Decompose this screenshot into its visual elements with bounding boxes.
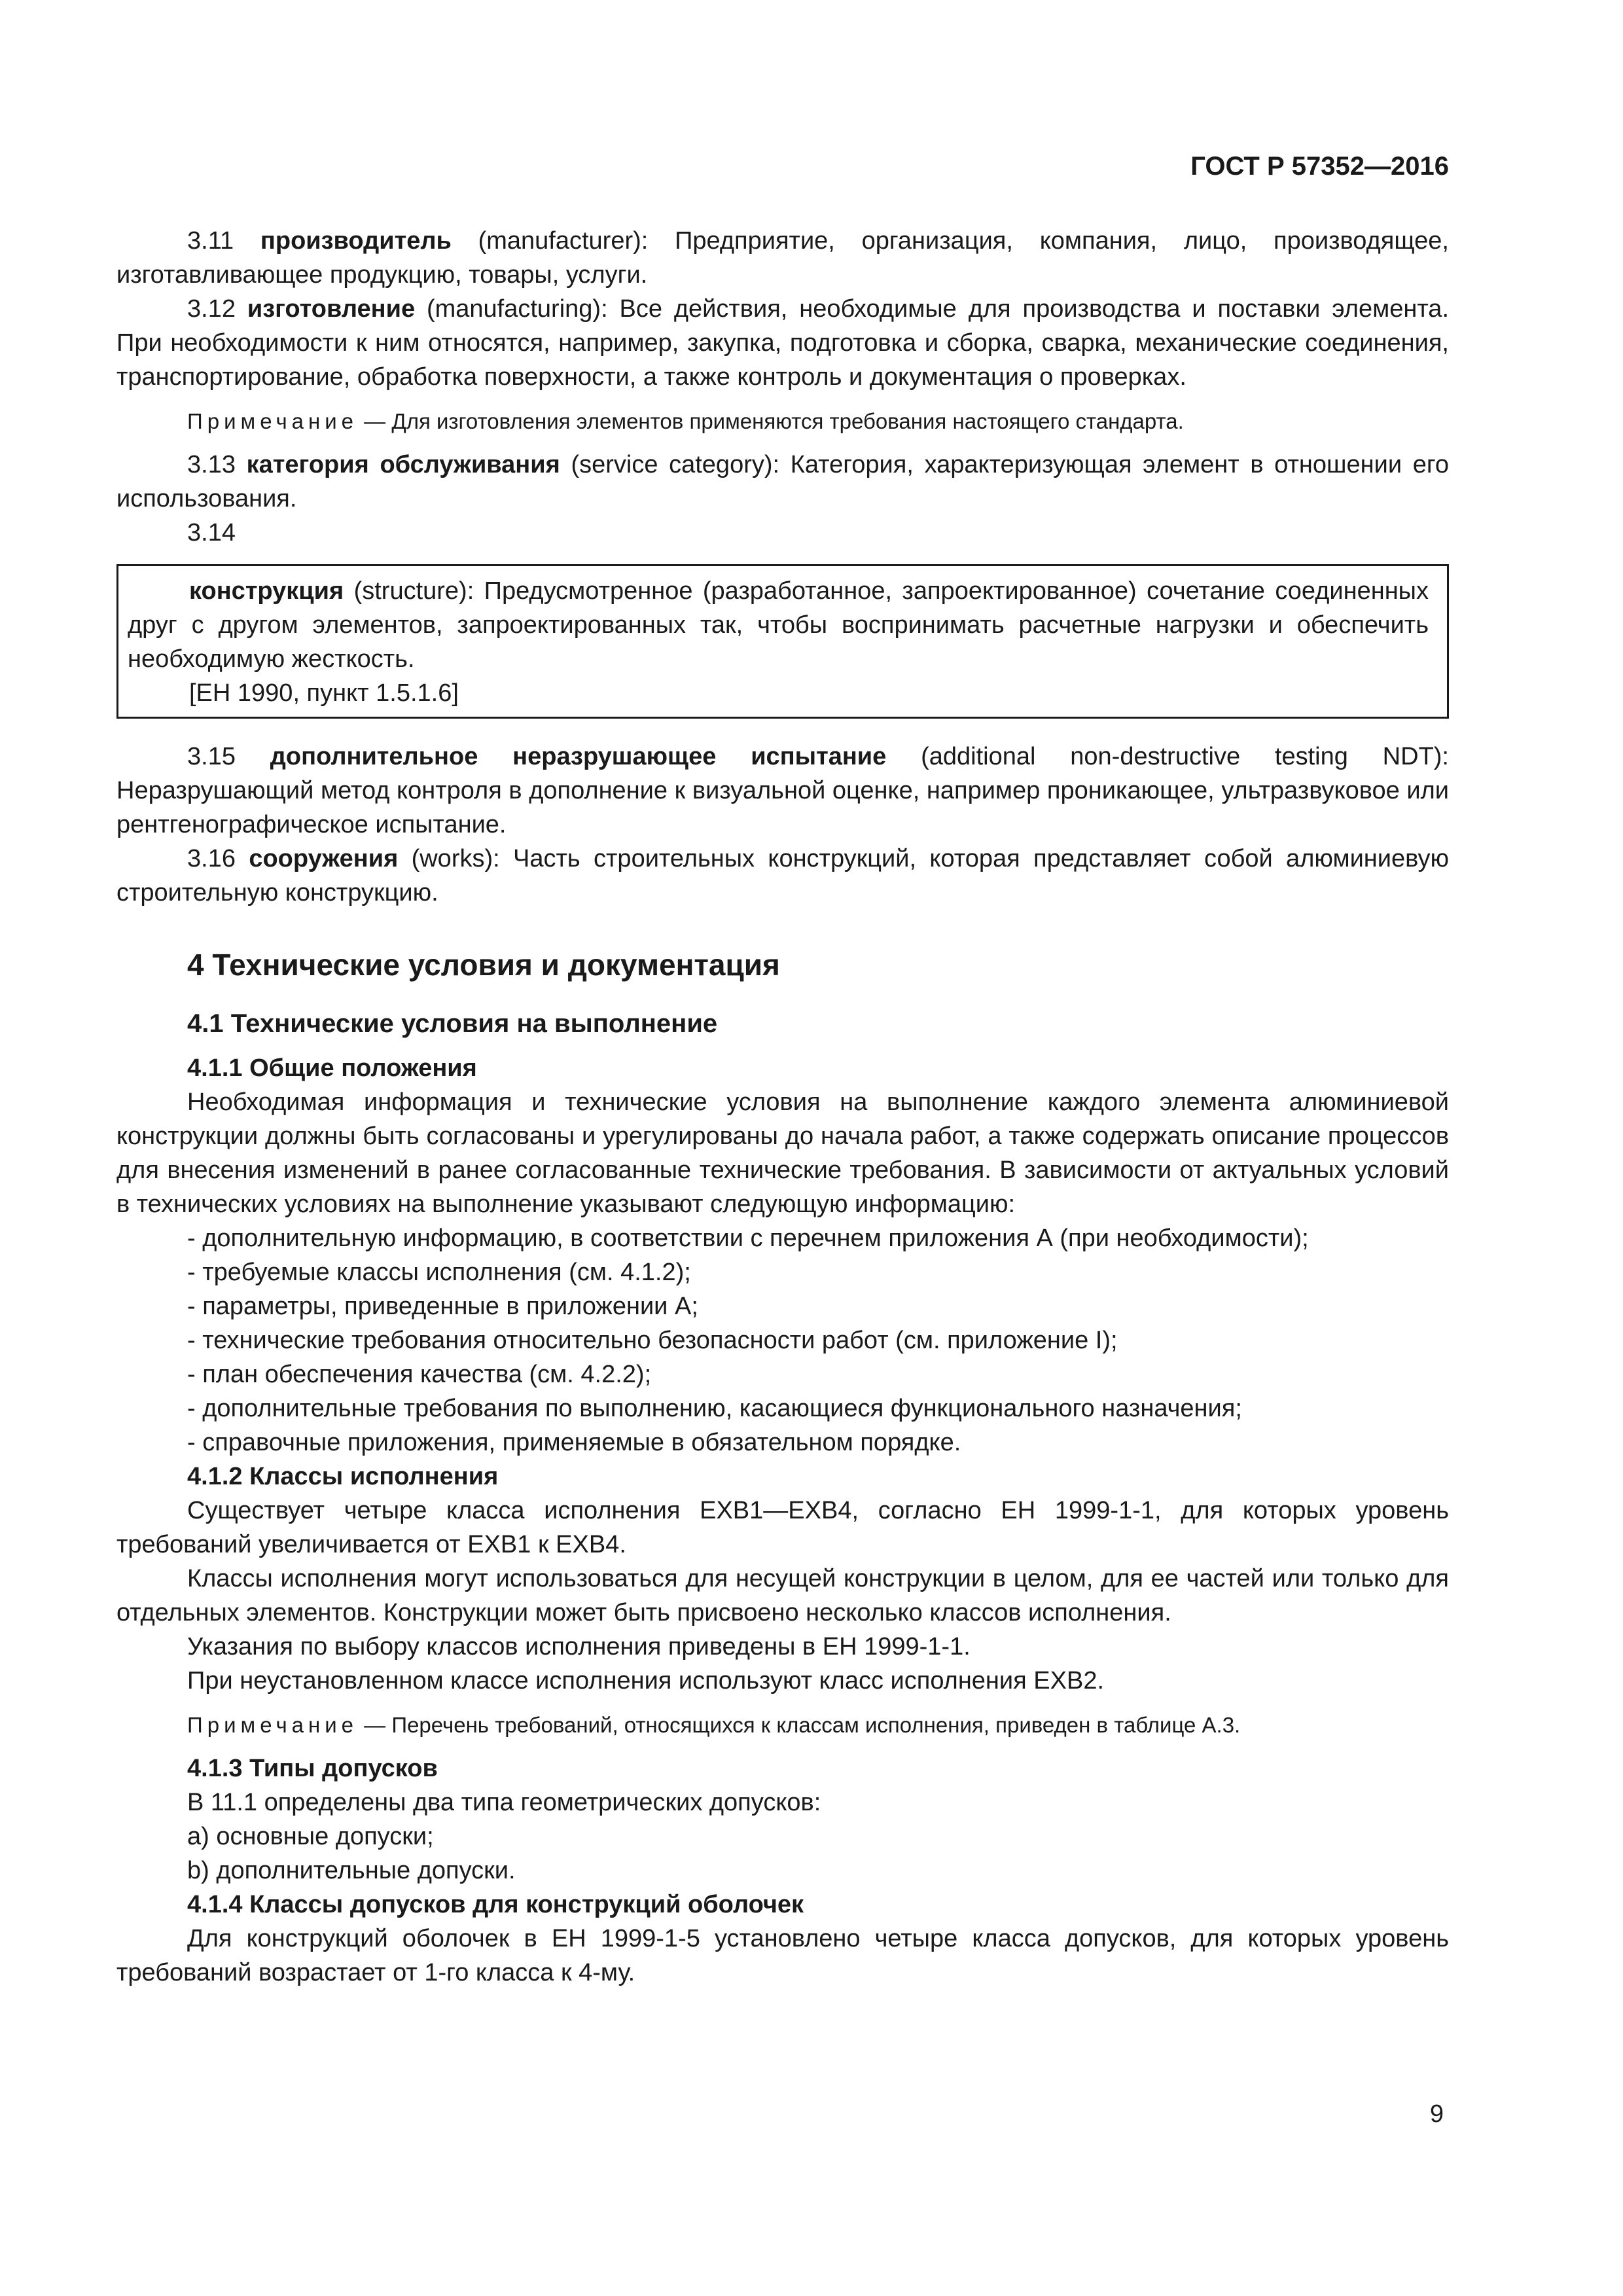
definition-source: [ЕН 1990, пункт 1.5.1.6] bbox=[189, 679, 459, 707]
term: дополнительное неразрушающее испытание bbox=[270, 743, 887, 770]
definition-text: (structure): Предусмотренное (разработанное, запроектированное) сочетание соединенных друг с другом элементов, запроектированных так, чтобы воспринимать расчетные нагрузки и обеспечить необходимую жесткость. bbox=[128, 577, 1429, 673]
paragraph: В 11.1 определены два типа геометрических допусков: bbox=[187, 1789, 821, 1816]
definition-box-3-14 bbox=[116, 564, 1449, 719]
definition-text: (service category): Категория, характеризующая элемент в отношении его использования. bbox=[116, 451, 1450, 512]
section-heading-4: 4 Технические условия и документация bbox=[187, 948, 780, 982]
clause-number: 3.13 bbox=[187, 451, 236, 478]
definition-3-12 bbox=[116, 292, 1449, 394]
definition-text: (manufacturer): Предприятие, организация, компания, лицо, производящее, изготавливающее продукцию, товары, услуги. bbox=[116, 227, 1449, 289]
note-text: — Перечень требований, относящихся к классам исполнения, приведен в таблице А.3. bbox=[358, 1713, 1241, 1737]
note-label: Примечание bbox=[187, 409, 359, 433]
definition-text: (manufacturing): Все действия, необходимые для производства и поставки элемента. При необходимости к ним относятся, например, закупка, подготовка и сборка, сварка, механические соединения, транспортирование, обработка поверхности, а также контроль и документация о проверках. bbox=[116, 295, 1449, 391]
note-execution-classes bbox=[116, 1710, 1449, 1741]
clause-number-3-14: 3.14 bbox=[187, 519, 236, 547]
definition-text: (works): Часть строительных конструкций, которая представляет собой алюминиевую строительную конструкцию. bbox=[116, 845, 1449, 906]
note-label: Примечание bbox=[187, 1713, 359, 1737]
term: категория обслуживания bbox=[246, 451, 560, 478]
definition-3-16 bbox=[116, 842, 1449, 910]
list-item: - дополнительную информацию, в соответствии с перечнем приложения А (при необходимости); bbox=[187, 1225, 1309, 1252]
page-number: 9 bbox=[1429, 2100, 1444, 2128]
list-item: - дополнительные требования по выполнению, касающиеся функционального назначения; bbox=[187, 1395, 1242, 1422]
subsection-heading-4-1-2: 4.1.2 Классы исполнения bbox=[187, 1463, 499, 1490]
clause-number: 3.16 bbox=[187, 845, 236, 872]
subsection-heading-4-1-1: 4.1.1 Общие положения bbox=[187, 1054, 477, 1082]
list-item: - параметры, приведенные в приложении А; bbox=[187, 1293, 698, 1320]
list-item: - план обеспечения качества (см. 4.2.2); bbox=[187, 1361, 652, 1388]
subsection-heading-4-1-3: 4.1.3 Типы допусков bbox=[187, 1755, 438, 1782]
term: конструкция bbox=[189, 577, 344, 605]
document-body bbox=[116, 224, 1449, 1990]
document-page bbox=[116, 0, 1449, 2296]
list-item: а) основные допуски; bbox=[187, 1823, 434, 1850]
definition-3-13 bbox=[116, 448, 1449, 516]
requirements-list bbox=[116, 1221, 1449, 1460]
note-text: — Для изготовления элементов применяются требования настоящего стандарта. bbox=[358, 409, 1184, 433]
note-manufacturing bbox=[116, 406, 1449, 437]
clause-number: 3.12 bbox=[187, 295, 236, 323]
document-header: ГОСТ Р 57352—2016 bbox=[1190, 152, 1449, 181]
paragraph: Указания по выбору классов исполнения приведены в ЕН 1999-1-1. bbox=[187, 1633, 971, 1660]
paragraph: Существует четыре класса исполнения ЕХВ1—ЕХВ4, согласно ЕН 1999-1-1, для которых уровень требований увеличивается от ЕХВ1 к ЕХВ4. bbox=[116, 1497, 1449, 1558]
list-item: - справочные приложения, применяемые в обязательном порядке. bbox=[187, 1429, 961, 1456]
term: изготовление bbox=[247, 295, 416, 323]
subsection-heading-4-1-4: 4.1.4 Классы допусков для конструкций оболочек bbox=[187, 1891, 804, 1918]
definition-text: (additional non-destructive testing NDT): Неразрушающий метод контроля в дополнение к визуальной оценке, например проникающее, ультразвуковое или рентгенографическое испытание. bbox=[116, 743, 1449, 838]
definition-3-15 bbox=[116, 740, 1449, 842]
paragraph-general: Необходимая информация и технические условия на выполнение каждого элемента алюминиевой конструкции должны быть согласованы и урегулированы до начала работ, а также содержать описание процессов для внесения изменений в ранее согласованные технические требования. В зависимости от актуальных условий в технических условиях на выполнение указывают следующую информацию: bbox=[116, 1088, 1449, 1218]
paragraph: Для конструкций оболочек в ЕН 1999-1-5 установлено четыре класса допусков, для которых уровень требований возрастает от 1-го класса к 4-му. bbox=[116, 1925, 1449, 1986]
subsection-heading-4-1: 4.1 Технические условия на выполнение bbox=[187, 1009, 718, 1038]
term: производитель bbox=[260, 227, 452, 255]
list-item: b) дополнительные допуски. bbox=[187, 1857, 516, 1884]
list-item: - требуемые классы исполнения (см. 4.1.2); bbox=[187, 1259, 691, 1286]
clause-number: 3.11 bbox=[187, 227, 234, 255]
clause-number: 3.15 bbox=[187, 743, 236, 770]
paragraph: Классы исполнения могут использоваться для несущей конструкции в целом, для ее частей или только для отдельных элементов. Конструкции может быть присвоено несколько классов исполнения. bbox=[116, 1565, 1449, 1626]
definition-3-14 bbox=[128, 574, 1429, 676]
paragraph: При неустановленном классе исполнения используют класс исполнения ЕХВ2. bbox=[187, 1667, 1105, 1695]
definition-3-11 bbox=[116, 224, 1449, 292]
term: сооружения bbox=[249, 845, 399, 872]
list-item: - технические требования относительно безопасности работ (см. приложение I); bbox=[187, 1327, 1118, 1354]
